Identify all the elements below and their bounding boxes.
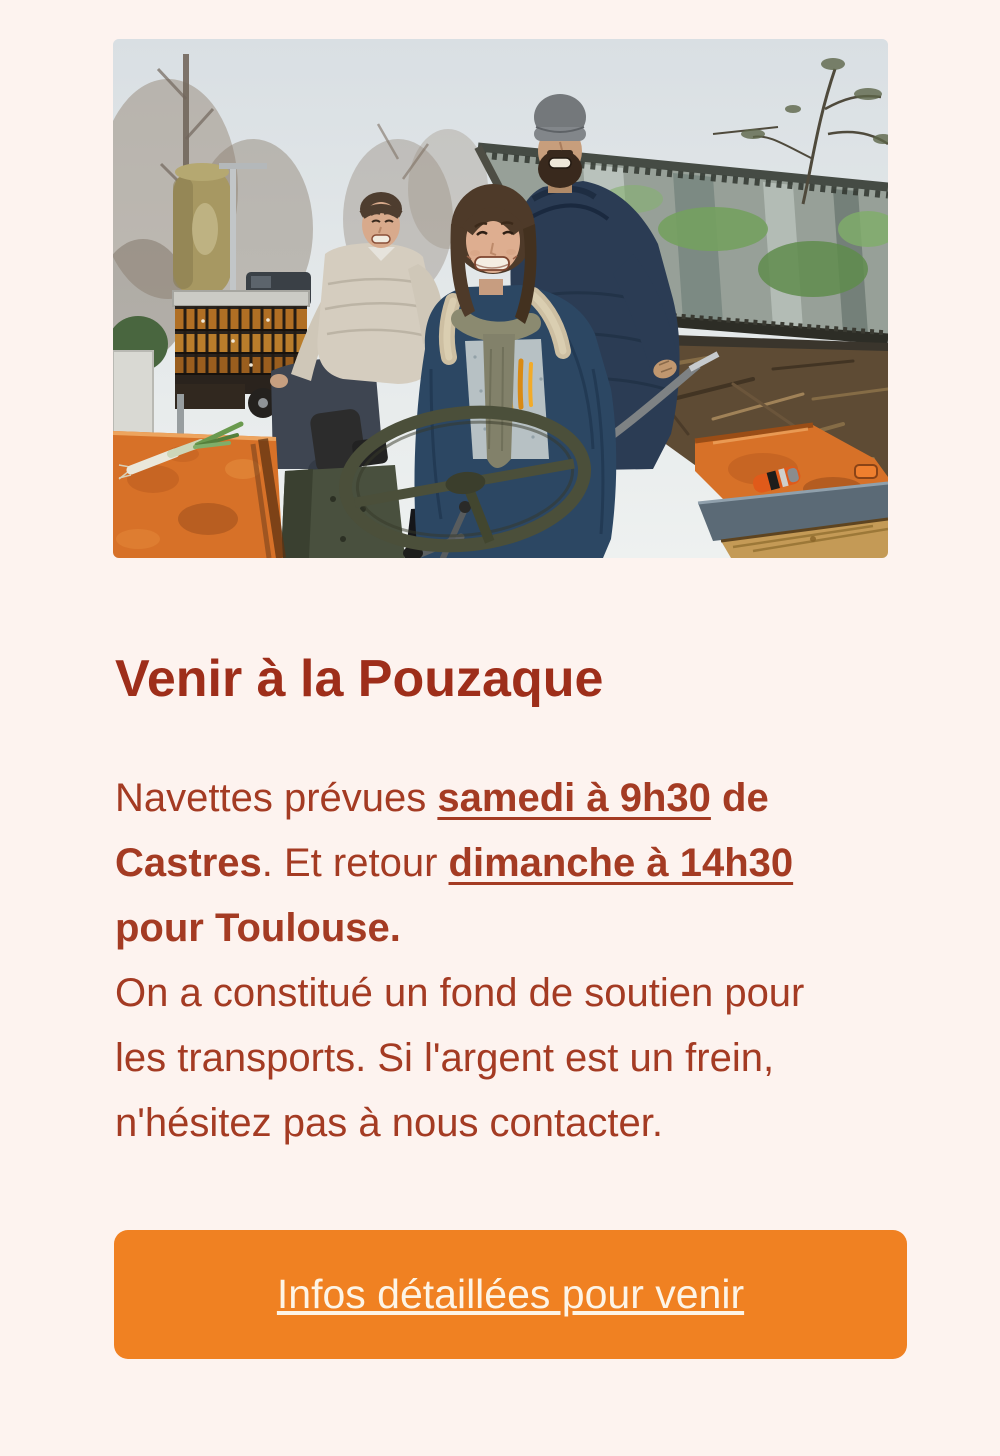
text-run: Navettes prévues (115, 776, 438, 820)
farm-photo (113, 39, 888, 558)
text-run-bold-underline: samedi à 9h30 (437, 776, 711, 820)
text-run-bold: de (710, 776, 769, 820)
farm-photo-illustration (113, 39, 888, 558)
text-line (115, 896, 915, 961)
text-line (115, 961, 915, 1026)
page-title: Venir à la Pouzaque (115, 650, 604, 708)
text-run: les transports. Si l'argent est un frein, (115, 1036, 775, 1080)
text-run: On a constitué un fond de soutien pour (115, 971, 805, 1015)
text-line (115, 1026, 915, 1091)
text-run: n'hésitez pas à nous contacter. (115, 1101, 663, 1145)
text-line (115, 766, 915, 831)
infos-button[interactable]: Infos détaillées pour venir (114, 1230, 907, 1359)
text-run-bold: pour Toulouse. (115, 906, 401, 950)
tractor-hood (113, 431, 283, 558)
text-run-bold: Castres (115, 841, 262, 885)
text-run-bold-underline: dimanche à 14h30 (448, 841, 794, 885)
text-line (115, 1091, 915, 1156)
text-line (115, 831, 915, 896)
text-run: . Et retour (261, 841, 449, 885)
body-text (115, 766, 915, 1156)
